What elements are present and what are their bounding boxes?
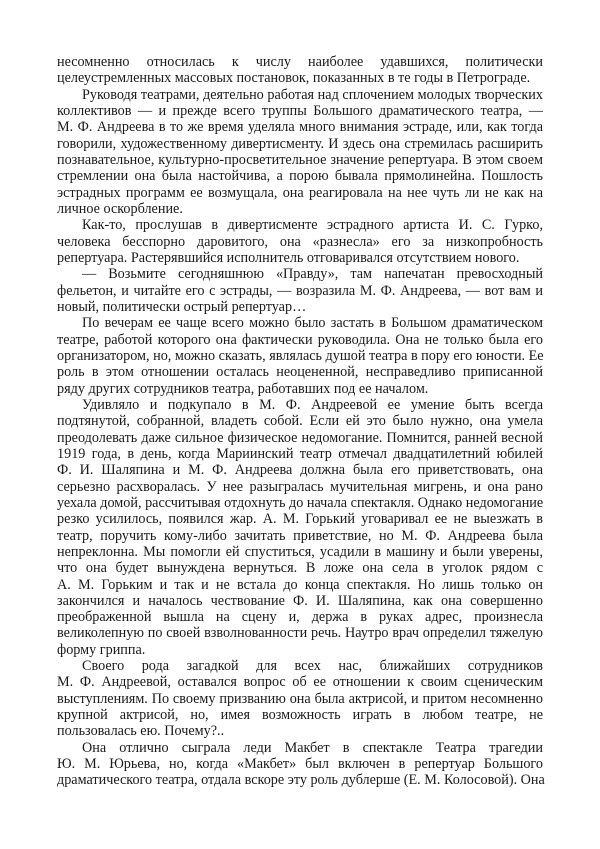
text-line: форму гриппа.: [57, 641, 146, 658]
text-line: роль в этом отношении осталась неоцененной, несправедливо приписанной: [57, 364, 543, 381]
text-line: стремлении она была настойчива, а порою бывала прямолинейна. Пошлость: [57, 168, 543, 185]
text-line: великолепную по своей взволнованности речь. Наутро врач определил тяжелую: [57, 625, 543, 642]
text-line: преображенной вышла на сцену и, держа в руках адрес, произнесла: [57, 609, 543, 626]
paragraph: [57, 740, 543, 789]
paragraph: [57, 87, 543, 218]
text-line: театре, работой которого она фактически руководила. Она не только была его: [57, 331, 543, 348]
text-line: выступлениям. По своему призванию она была актрисой, и притом несомненно: [57, 690, 543, 707]
text-line: пользовалась ею. Почему?..: [57, 723, 225, 740]
text-line: несомненно относилась к числу наиболее удавшихся, политически: [57, 54, 543, 70]
text-line: театр, поручить кому-либо зачитать приветствие, но М. Ф. Андреева была: [57, 527, 543, 544]
text-line: что она будет вынуждена вернуться. В ложе она села в уголок рядом с: [57, 560, 543, 577]
paragraph: [57, 658, 543, 740]
text-line: Ю. М. Юрьева, но, когда «Макбет» был включен в репертуар Большого: [57, 756, 543, 773]
paragraph: [57, 397, 543, 658]
text-line: М. Ф. Андреева в то же время уделяла много внимания эстраде, или, как тогда: [57, 119, 543, 136]
text-line: крупной актрисой, но, имея возможность играть в любом театре, не: [57, 707, 543, 724]
text-line: Своего рода загадкой для всех нас, ближайших сотрудников: [82, 658, 543, 675]
text-line: — Возьмите сегодняшнюю «Правду», там напечатан превосходный: [82, 266, 543, 283]
text-line: Руководя театрами, деятельно работая над сплочением молодых творческих: [82, 86, 543, 103]
text-line: серьезно расхворалась. У нее разыгралась мучительная мигрень, и она рано: [57, 478, 543, 495]
text-line: подтянутой, собранной, владеть собой. Если ей это было нужно, она умела: [57, 413, 543, 430]
text-line: целеустремленных массовых постановок, показанных в те годы в Петрограде.: [57, 70, 531, 87]
paragraph: [57, 54, 543, 87]
text-line: драматического театра, отдала вскоре эту роль дублерше (Е. М. Колосовой). Она: [57, 772, 545, 789]
text-line: личное оскорбление.: [57, 200, 183, 217]
text-line: Ф. И. Шаляпина и М. Ф. Андреева должна была его приветствовать, она: [57, 462, 543, 479]
text-line: репертуара. Растерявшийся исполнитель отговаривался отсутствием нового.: [57, 249, 520, 266]
text-line: непреклонна. Мы помогли ей спуститься, усадили в машину и были уверены,: [57, 543, 543, 560]
text-line: ряду других сотрудников театра, работавших под ее началом.: [57, 380, 429, 397]
text-line: фельетон, и читайте его с эстрады, — возразила М. Ф. Андреева, — вот вам и: [57, 282, 543, 299]
text-line: Удивляло и подкупало в М. Ф. Андреевой ее умение быть всегда: [82, 396, 543, 413]
text-line: закончился и началось чествование Ф. И. Шаляпина, как она совершенно: [57, 592, 543, 609]
text-line: уехала домой, рассчитывая отдохнуть до начала спектакля. Однако недомогание: [57, 494, 544, 511]
paragraph: [57, 217, 543, 266]
text-line: познавательное, культурно-просветительное значение репертуара. В этом своем: [57, 151, 543, 168]
document-page: [57, 54, 543, 789]
text-line: человека бесспорно даровитого, она «разнесла» его за низкопробность: [57, 233, 543, 250]
text-line: говорили, художественному дивертисменту. И здесь она стремилась расширить: [57, 135, 543, 152]
text-line: А. М. Горьким и так и не встала до конца спектакля. Но лишь только он: [57, 576, 543, 593]
text-line: организатором, но, можно сказать, являлась душой театра в пору его юности. Ее: [57, 347, 544, 364]
text-line: Как-то, прослушав в дивертисменте эстрадного артиста И. С. Гурко,: [82, 217, 543, 234]
text-line: коллективов — и прежде всего труппы Большого драматического театра, —: [57, 102, 543, 119]
paragraph: [57, 315, 543, 397]
text-line: преодолевать даже сильное физическое недомогание. Помнится, ранней весной: [57, 429, 543, 446]
text-line: новый, политически острый репертуар…: [57, 298, 307, 315]
text-line: резко усилилось, появился жар. А. М. Горький уговаривал ее не выезжать в: [57, 511, 543, 528]
text-line: Она отлично сыграла леди Макбет в спектакле Театра трагедии: [82, 739, 543, 756]
text-line: эстрадных программ ее возмущала, она реагировала на нее чуть ли не как на: [57, 184, 543, 201]
paragraph: [57, 266, 543, 315]
text-line: М. Ф. Андреевой, оставался вопрос об ее отношении к своим сценическим: [57, 674, 543, 691]
text-line: 1919 года, в день, когда Мариинский театр отмечал двадцатилетний юбилей: [57, 445, 543, 462]
text-line: По вечерам ее чаще всего можно было застать в Большом драматическом: [82, 315, 543, 332]
